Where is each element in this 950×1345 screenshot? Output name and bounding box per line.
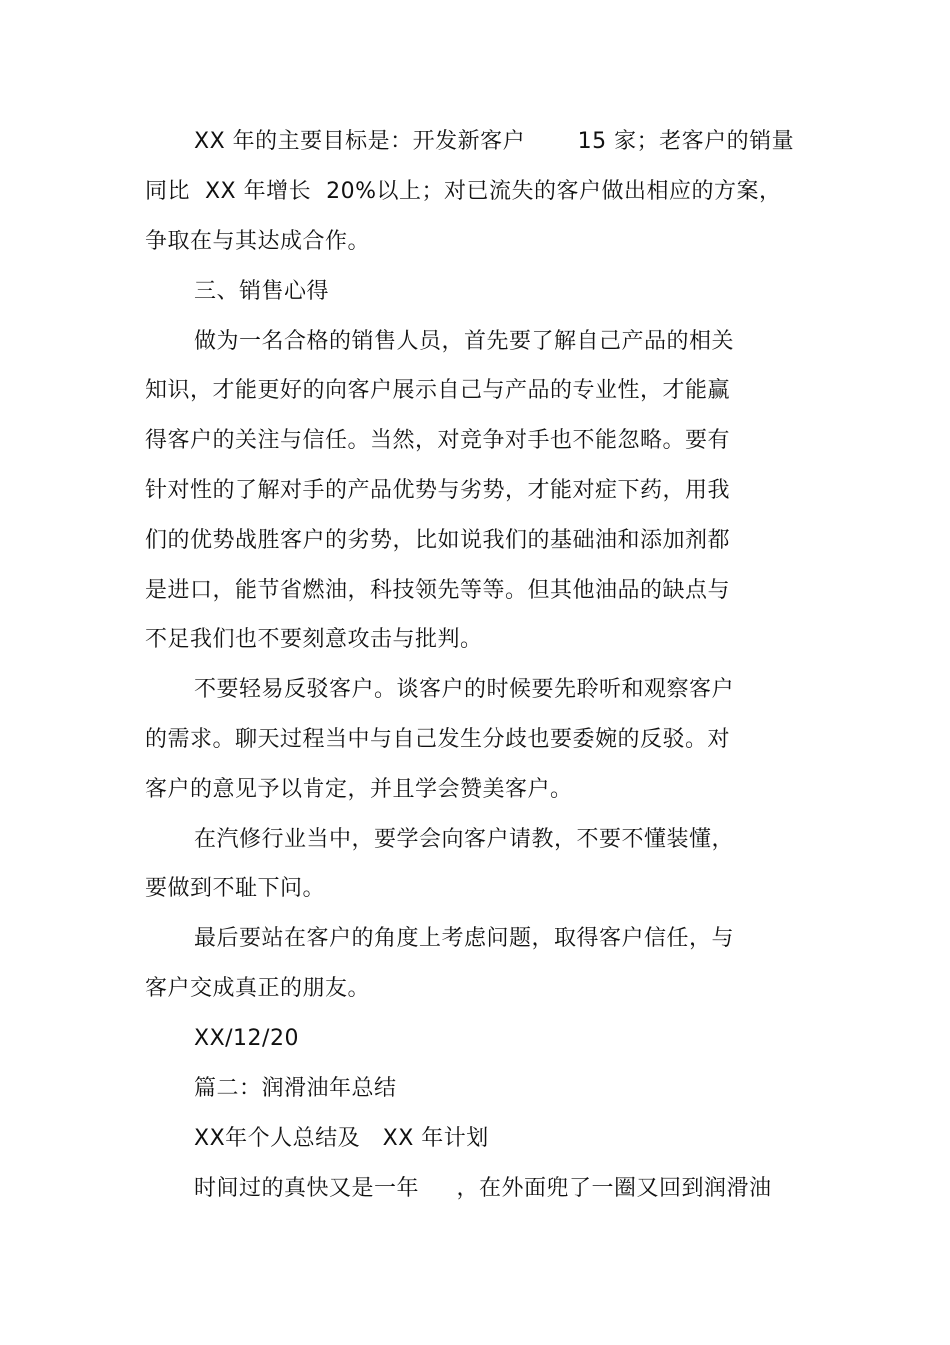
paragraph-line: 在汽修行业当中，要学会向客户请教，不要不懂装懂， <box>194 827 735 852</box>
paragraph-line: 们的优势战胜客户的劣势，比如说我们的基础油和添加剂都 <box>145 528 731 553</box>
paragraph-line: 要做到不耻下问。 <box>145 876 326 901</box>
paragraph-line: 同比 XX 年增长 20%以上；对已流失的客户做出相应的方案， <box>145 179 782 204</box>
paragraph-line: 得客户的关注与信任。当然，对竞争对手也不能忽略。要有 <box>145 428 731 453</box>
paragraph-line: XX 年的主要目标是：开发新客户 15 家；老客户的销量 <box>194 129 795 154</box>
section-heading: 篇二：润滑油年总结 <box>194 1076 397 1101</box>
paragraph-line: 知识，才能更好的向客户展示自己与产品的专业性，才能赢 <box>145 378 731 403</box>
paragraph-line: 客户的意见予以肯定，并且学会赞美客户。 <box>145 777 573 802</box>
paragraph-line: 争取在与其达成合作。 <box>145 229 371 254</box>
paragraph-line: 针对性的了解对手的产品优势与劣势，才能对症下药，用我 <box>145 478 731 503</box>
date-line: XX/12/20 <box>194 1026 299 1051</box>
paragraph-line: 的需求。聊天过程当中与自己发生分歧也要委婉的反驳。对 <box>145 727 731 752</box>
paragraph-line: 做为一名合格的销售人员，首先要了解自己产品的相关 <box>194 329 735 354</box>
section-heading: 三、销售心得 <box>194 279 330 304</box>
paragraph-line: 不足我们也不要刻意攻击与批判。 <box>145 627 483 652</box>
subheading: XX年个人总结及 XX 年计划 <box>194 1126 489 1151</box>
paragraph-line: 客户交成真正的朋友。 <box>145 976 371 1001</box>
paragraph-line: 是进口，能节省燃油，科技领先等等。但其他油品的缺点与 <box>145 578 731 603</box>
paragraph-line: 时间过的真快又是一年 ，在外面兜了一圈又回到润滑油 <box>194 1176 772 1201</box>
paragraph-line: 不要轻易反驳客户。谈客户的时候要先聆听和观察客户 <box>194 677 735 702</box>
paragraph-line: 最后要站在客户的角度上考虑问题，取得客户信任，与 <box>194 926 735 951</box>
